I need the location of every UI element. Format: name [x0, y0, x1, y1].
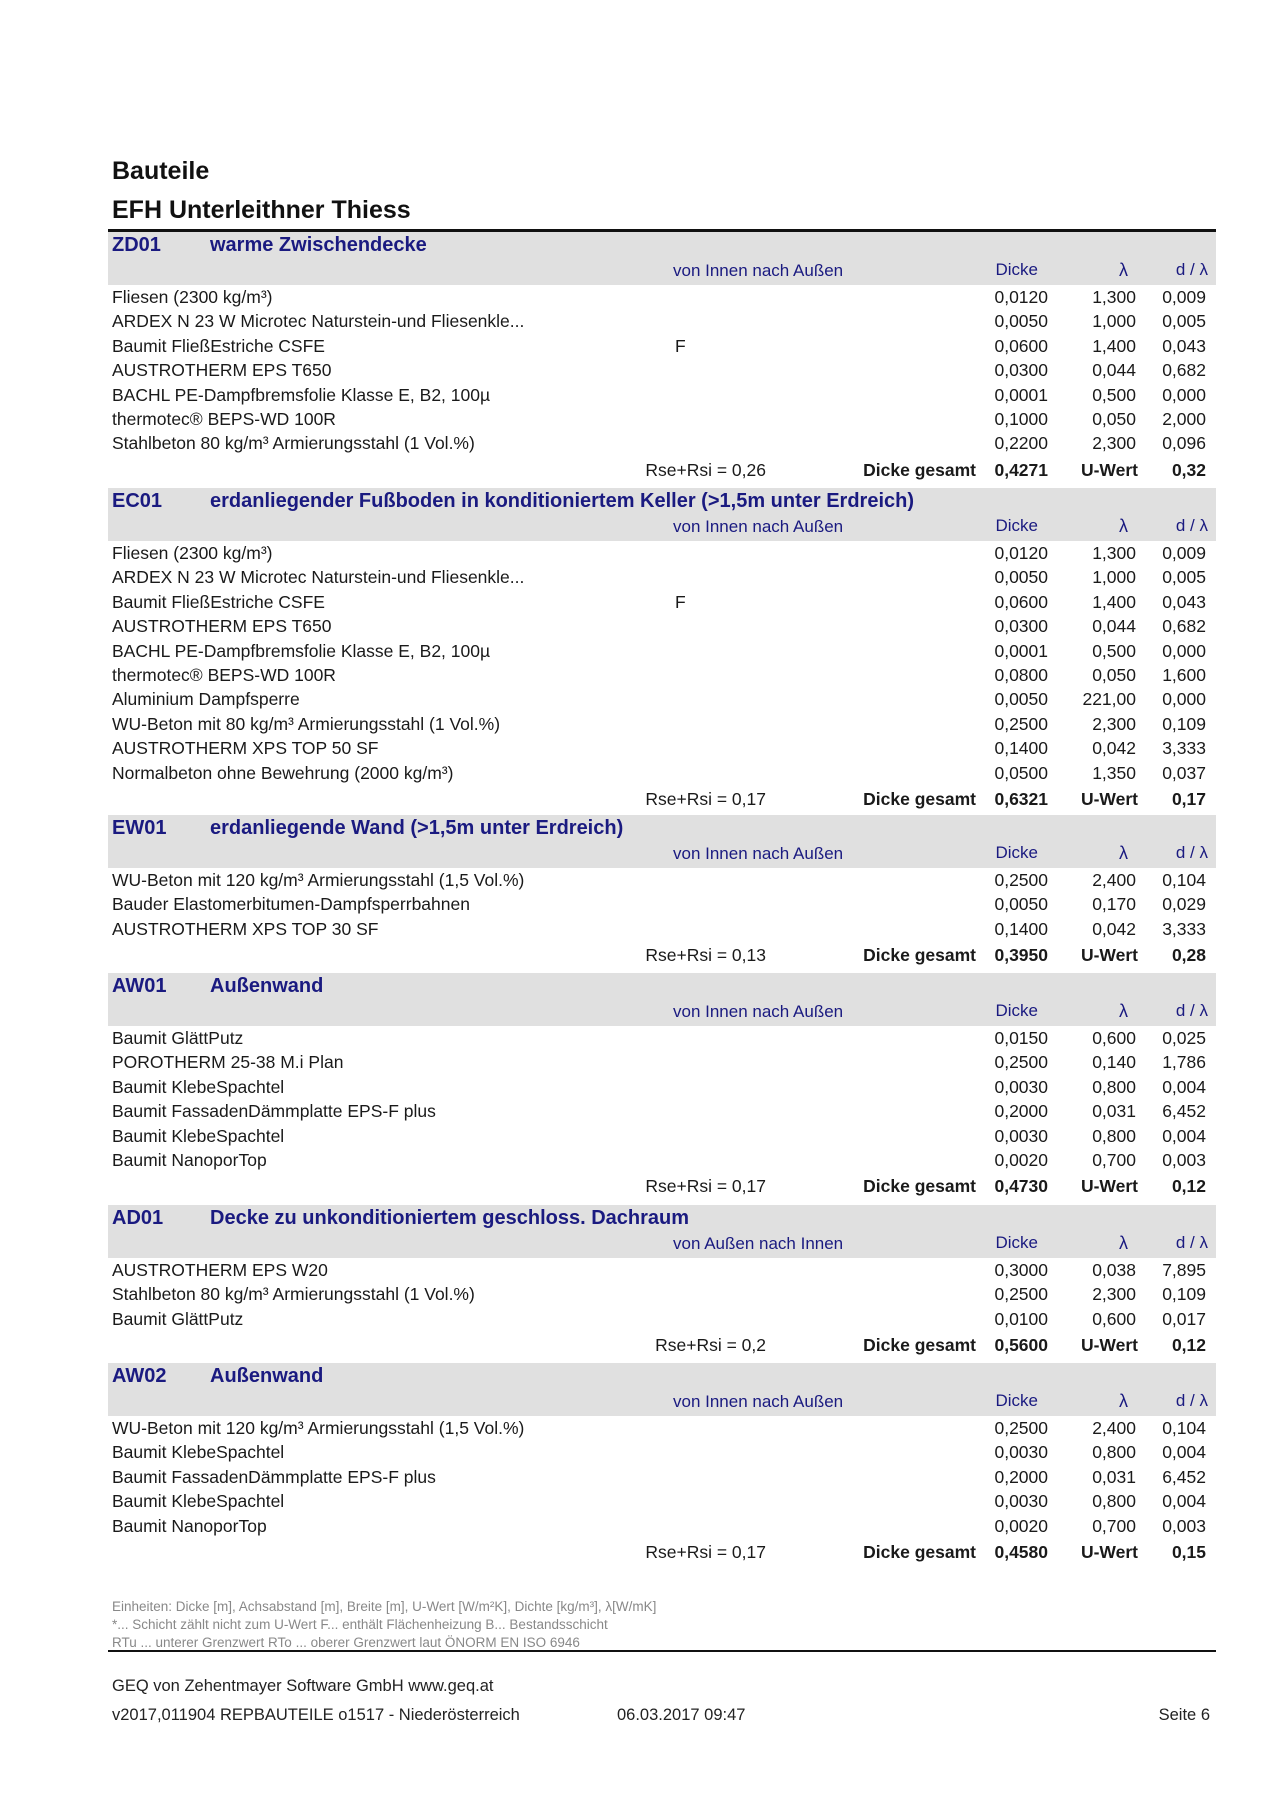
layer-name: Baumit KlebeSpachtel [112, 1125, 285, 1146]
layer-name: WU-Beton mit 80 kg/m³ Armierungsstahl (1 Vol.%) [112, 713, 501, 734]
total-thickness-value: 0,4271 [994, 459, 1048, 480]
layer-row [108, 541, 1216, 565]
layer-lambda: 0,600 [1092, 1308, 1136, 1329]
layer-row [108, 1026, 1216, 1050]
layer-d-lambda: 0,043 [1162, 335, 1206, 356]
section-code: EC01 [112, 490, 163, 512]
layer-lambda: 2,300 [1092, 713, 1136, 734]
layer-name: ARDEX N 23 W Microtec Naturstein-und Fliesenkle... [112, 567, 525, 588]
column-header-dicke: Dicke [995, 1001, 1038, 1020]
layer-row [108, 285, 1216, 309]
layer-name: POROTHERM 25-38 M.i Plan [112, 1052, 344, 1073]
column-header-lambda: λ [1119, 843, 1128, 863]
layer-d-lambda: 0,004 [1162, 1491, 1206, 1512]
layer-row [108, 639, 1216, 663]
layer-lambda: 0,050 [1092, 664, 1136, 685]
total-thickness-label: Dicke gesamt [863, 459, 976, 480]
layer-row [108, 1258, 1216, 1282]
layer-thickness: 0,0100 [994, 1308, 1048, 1329]
layer-row [108, 712, 1216, 736]
layer-thickness: 0,0001 [994, 384, 1048, 405]
layer-lambda: 1,300 [1092, 287, 1136, 307]
section-title: warme Zwischendecke [210, 234, 427, 256]
layer-thickness: 0,0030 [994, 1125, 1048, 1146]
layer-thickness: 0,0050 [994, 894, 1048, 915]
section-summary [108, 456, 1216, 484]
section-header [108, 1205, 1216, 1258]
layer-thickness: 0,2000 [994, 1101, 1048, 1122]
layer-row [108, 663, 1216, 687]
layer-d-lambda: 0,043 [1162, 591, 1206, 612]
u-value: 0,28 [1171, 945, 1206, 966]
layer-lambda: 0,500 [1092, 640, 1136, 661]
total-thickness-label: Dicke gesamt [863, 1335, 976, 1356]
u-value: 0,17 [1171, 788, 1206, 809]
rse-rsi-value: Rse+Rsi = 0,17 [645, 1541, 766, 1562]
layer-thickness: 0,0050 [994, 311, 1048, 332]
layer-thickness: 0,0030 [994, 1491, 1048, 1512]
layer-name: Baumit FließEstriche CSFE [112, 591, 325, 612]
layer-d-lambda: 0,104 [1162, 870, 1206, 890]
rse-rsi-value: Rse+Rsi = 0,13 [645, 945, 766, 966]
layer-d-lambda: 0,003 [1162, 1515, 1206, 1536]
layer-d-lambda: 1,786 [1162, 1052, 1206, 1073]
layer-row [108, 1307, 1216, 1331]
layer-row [108, 1099, 1216, 1123]
layer-thickness: 0,0120 [994, 543, 1048, 563]
section-title: erdanliegende Wand (>1,5m unter Erdreich) [210, 817, 624, 839]
u-value: 0,12 [1171, 1335, 1206, 1356]
layer-thickness: 0,0030 [994, 1076, 1048, 1097]
units-notes [112, 1598, 656, 1652]
layer-d-lambda: 0,000 [1162, 640, 1206, 661]
layer-lambda: 0,800 [1092, 1442, 1136, 1463]
total-thickness-value: 0,5600 [994, 1335, 1048, 1356]
rse-rsi-value: Rse+Rsi = 0,2 [655, 1335, 766, 1356]
rse-rsi-value: Rse+Rsi = 0,26 [645, 459, 766, 480]
layer-lambda: 2,300 [1092, 433, 1136, 454]
section-title: Außenwand [210, 1365, 324, 1387]
section-summary [108, 785, 1216, 813]
layer-lambda: 0,042 [1092, 918, 1136, 939]
project-title: EFH Unterleithner Thiess [112, 196, 411, 224]
layer-thickness: 0,0600 [994, 335, 1048, 356]
layer-name: AUSTROTHERM XPS TOP 30 SF [112, 918, 379, 939]
layer-d-lambda: 0,004 [1162, 1125, 1206, 1146]
layer-name: Baumit KlebeSpachtel [112, 1076, 285, 1097]
layer-direction: von Innen nach Außen [673, 517, 844, 536]
u-value: 0,15 [1171, 1541, 1206, 1562]
layer-row [108, 1075, 1216, 1099]
layer-d-lambda: 1,600 [1162, 664, 1206, 685]
layer-thickness: 0,2000 [994, 1466, 1048, 1487]
layer-name: Baumit KlebeSpachtel [112, 1491, 285, 1512]
layer-d-lambda: 0,682 [1162, 616, 1206, 637]
layer-lambda: 2,400 [1092, 1418, 1136, 1438]
column-header-d-lambda: d / λ [1175, 843, 1208, 862]
layer-lambda: 0,800 [1092, 1125, 1136, 1146]
layer-lambda: 0,044 [1092, 360, 1136, 381]
column-header-d-lambda: d / λ [1175, 1233, 1208, 1252]
layer-row [108, 1416, 1216, 1440]
layer-row [108, 761, 1216, 785]
layer-name: Fliesen (2300 kg/m³) [112, 287, 273, 307]
layer-thickness: 0,0050 [994, 689, 1048, 710]
layer-lambda: 0,800 [1092, 1076, 1136, 1097]
layer-name: Fliesen (2300 kg/m³) [112, 543, 273, 563]
layer-lambda: 1,400 [1092, 591, 1136, 612]
layer-thickness: 0,2200 [994, 433, 1048, 454]
layer-row [108, 917, 1216, 941]
layer-name: WU-Beton mit 120 kg/m³ Armierungsstahl (1,5 Vol.%) [112, 870, 525, 890]
layer-row [108, 590, 1216, 614]
layer-row [108, 334, 1216, 358]
layer-thickness: 0,0020 [994, 1149, 1048, 1170]
total-thickness-label: Dicke gesamt [863, 1541, 976, 1562]
layer-thickness: 0,0800 [994, 664, 1048, 685]
layer-row [108, 358, 1216, 382]
layer-thickness: 0,2500 [994, 1418, 1048, 1438]
u-value: 0,32 [1171, 459, 1206, 480]
layer-row [108, 1465, 1216, 1489]
layer-thickness: 0,0001 [994, 640, 1048, 661]
section-header [108, 973, 1216, 1026]
total-thickness-value: 0,4580 [994, 1541, 1048, 1562]
u-value-label: U-Wert [1080, 1335, 1138, 1356]
note-flags: *... Schicht zählt nicht zum U-Wert F... enthält Flächenheizung B... Bestandsschicht [112, 1617, 608, 1632]
layer-d-lambda: 0,005 [1162, 311, 1206, 332]
layer-thickness: 0,2500 [994, 870, 1048, 890]
section-header [108, 488, 1216, 541]
note-units: Einheiten: Dicke [m], Achsabstand [m], Breite [m], U-Wert [W/m²K], Dichte [kg/m³], λ[W/mK] [112, 1599, 657, 1614]
total-thickness-label: Dicke gesamt [863, 945, 976, 966]
layer-lambda: 0,031 [1092, 1101, 1136, 1122]
layer-row [108, 614, 1216, 638]
layer-d-lambda: 0,009 [1162, 543, 1206, 563]
column-header-lambda: λ [1119, 260, 1128, 280]
u-value-label: U-Wert [1080, 788, 1138, 809]
layer-name: Normalbeton ohne Bewehrung (2000 kg/m³) [112, 762, 454, 783]
layer-name: Baumit FließEstriche CSFE [112, 335, 325, 356]
layer-d-lambda: 0,004 [1162, 1076, 1206, 1097]
layer-d-lambda: 0,003 [1162, 1149, 1206, 1170]
section-header [108, 1363, 1216, 1416]
layer-name: AUSTROTHERM XPS TOP 50 SF [112, 738, 379, 759]
layer-direction: von Innen nach Außen [673, 1002, 844, 1021]
layer-thickness: 0,0150 [994, 1028, 1048, 1048]
layer-thickness: 0,0600 [994, 591, 1048, 612]
footer-datetime: 06.03.2017 09:47 [617, 1706, 746, 1724]
layer-row [108, 383, 1216, 407]
layer-row [108, 1440, 1216, 1464]
section-summary [108, 1172, 1216, 1200]
layer-lambda: 2,400 [1092, 870, 1136, 890]
layer-name: AUSTROTHERM EPS T650 [112, 616, 332, 637]
column-header-lambda: λ [1119, 516, 1128, 536]
footer-company-text: GEQ von Zehentmayer Software GmbH www.geq.at [112, 1677, 494, 1695]
layer-d-lambda: 2,000 [1162, 408, 1206, 429]
layer-name: WU-Beton mit 120 kg/m³ Armierungsstahl (1,5 Vol.%) [112, 1418, 525, 1438]
column-header-lambda: λ [1119, 1001, 1128, 1021]
total-thickness-label: Dicke gesamt [863, 1176, 976, 1197]
bauteil-section-ec01 [108, 488, 1216, 813]
total-thickness-value: 0,3950 [994, 945, 1048, 966]
section-code: AD01 [112, 1207, 164, 1229]
bottom-rule [108, 1650, 1216, 1652]
layer-lambda: 0,800 [1092, 1491, 1136, 1512]
layer-row [108, 407, 1216, 431]
layer-d-lambda: 7,895 [1162, 1260, 1206, 1280]
layer-lambda: 0,170 [1092, 894, 1136, 915]
layer-name: Baumit FassadenDämmplatte EPS-F plus [112, 1101, 436, 1122]
layer-name: Baumit GlättPutz [112, 1028, 244, 1048]
layer-lambda: 1,000 [1092, 311, 1136, 332]
layer-thickness: 0,0050 [994, 567, 1048, 588]
layer-name: Baumit GlättPutz [112, 1308, 244, 1329]
layer-d-lambda: 0,037 [1162, 762, 1206, 783]
layer-name: ARDEX N 23 W Microtec Naturstein-und Fliesenkle... [112, 311, 525, 332]
layer-direction: von Innen nach Außen [673, 1392, 844, 1411]
bauteil-section-zd01 [108, 232, 1216, 484]
column-header-d-lambda: d / λ [1175, 516, 1208, 535]
column-header-dicke: Dicke [995, 516, 1038, 535]
section-code: EW01 [112, 817, 167, 839]
layer-name: Bauder Elastomerbitumen-Dampfsperrbahnen [112, 894, 470, 915]
layer-lambda: 0,700 [1092, 1149, 1136, 1170]
u-value-label: U-Wert [1080, 1176, 1138, 1197]
layer-name: AUSTROTHERM EPS W20 [112, 1260, 328, 1280]
total-thickness-value: 0,6321 [994, 788, 1048, 809]
layer-row [108, 1148, 1216, 1172]
total-thickness-value: 0,4730 [994, 1176, 1048, 1197]
layer-thickness: 0,0020 [994, 1515, 1048, 1536]
layer-thickness: 0,0300 [994, 616, 1048, 637]
layer-row [108, 565, 1216, 589]
layer-lambda: 0,042 [1092, 738, 1136, 759]
layer-lambda: 1,000 [1092, 567, 1136, 588]
layer-d-lambda: 6,452 [1162, 1101, 1206, 1122]
note-limits: RTu ... unterer Grenzwert RTo ... oberer Grenzwert laut ÖNORM EN ISO 6946 [112, 1635, 580, 1650]
layer-d-lambda: 0,109 [1162, 1284, 1206, 1305]
layer-name: Baumit KlebeSpachtel [112, 1442, 285, 1463]
column-header-dicke: Dicke [995, 1233, 1038, 1252]
layer-direction: von Außen nach Innen [673, 1234, 844, 1253]
layer-thickness: 0,2500 [994, 1284, 1048, 1305]
layer-d-lambda: 3,333 [1162, 738, 1206, 759]
column-header-dicke: Dicke [995, 260, 1038, 279]
layer-lambda: 0,038 [1092, 1260, 1136, 1280]
layer-lambda: 221,00 [1082, 689, 1136, 710]
section-summary [108, 1331, 1216, 1359]
section-code: AW01 [112, 975, 167, 997]
bauteil-section-ad01 [108, 1205, 1216, 1359]
layer-lambda: 0,140 [1092, 1052, 1136, 1073]
layer-name: Stahlbeton 80 kg/m³ Armierungsstahl (1 Vol.%) [112, 1284, 475, 1305]
section-summary [108, 941, 1216, 969]
layer-thickness: 0,1400 [994, 918, 1048, 939]
layer-row [108, 1514, 1216, 1538]
layer-flag: F [675, 591, 686, 612]
layer-name: AUSTROTHERM EPS T650 [112, 360, 332, 381]
layer-lambda: 0,700 [1092, 1515, 1136, 1536]
column-header-lambda: λ [1119, 1391, 1128, 1411]
layer-lambda: 1,350 [1092, 762, 1136, 783]
layer-name: BACHL PE-Dampfbremsfolie Klasse E, B2, 100µ [112, 384, 491, 405]
layer-row [108, 431, 1216, 455]
layer-lambda: 1,300 [1092, 543, 1136, 563]
bauteil-section-aw01 [108, 973, 1216, 1200]
column-header-d-lambda: d / λ [1175, 1391, 1208, 1410]
layer-d-lambda: 0,109 [1162, 713, 1206, 734]
u-value-label: U-Wert [1080, 1541, 1138, 1562]
layer-d-lambda: 3,333 [1162, 918, 1206, 939]
layer-d-lambda: 6,452 [1162, 1466, 1206, 1487]
section-summary [108, 1538, 1216, 1566]
layer-lambda: 0,500 [1092, 384, 1136, 405]
layer-flag: F [675, 335, 686, 356]
layer-name: Baumit FassadenDämmplatte EPS-F plus [112, 1466, 436, 1487]
layer-row [108, 309, 1216, 333]
layer-thickness: 0,0300 [994, 360, 1048, 381]
layer-thickness: 0,0500 [994, 762, 1048, 783]
layer-thickness: 0,3000 [994, 1260, 1048, 1280]
layer-d-lambda: 0,682 [1162, 360, 1206, 381]
footer-meta [112, 1706, 1210, 1725]
layer-row [108, 1050, 1216, 1074]
layer-row [108, 892, 1216, 916]
layer-direction: von Innen nach Außen [673, 844, 844, 863]
layer-d-lambda: 0,017 [1162, 1308, 1206, 1329]
bauteil-section-aw02 [108, 1363, 1216, 1566]
layer-name: Stahlbeton 80 kg/m³ Armierungsstahl (1 Vol.%) [112, 433, 475, 454]
layer-d-lambda: 0,029 [1162, 894, 1206, 915]
layer-thickness: 0,1400 [994, 738, 1048, 759]
layer-lambda: 0,031 [1092, 1466, 1136, 1487]
layer-d-lambda: 0,005 [1162, 567, 1206, 588]
layer-thickness: 0,0030 [994, 1442, 1048, 1463]
section-title: erdanliegender Fußboden in konditioniertem Keller (>1,5m unter Erdreich) [210, 490, 915, 512]
footer-company [112, 1677, 1210, 1696]
layer-d-lambda: 0,009 [1162, 287, 1206, 307]
total-thickness-label: Dicke gesamt [863, 788, 976, 809]
section-header [108, 232, 1216, 285]
u-value-label: U-Wert [1080, 459, 1138, 480]
layer-d-lambda: 0,000 [1162, 689, 1206, 710]
rse-rsi-value: Rse+Rsi = 0,17 [645, 788, 766, 809]
layer-row [108, 736, 1216, 760]
layer-thickness: 0,1000 [994, 408, 1048, 429]
u-value: 0,12 [1171, 1176, 1206, 1197]
column-header-lambda: λ [1119, 1233, 1128, 1253]
layer-name: BACHL PE-Dampfbremsfolie Klasse E, B2, 100µ [112, 640, 491, 661]
layer-d-lambda: 0,025 [1162, 1028, 1206, 1048]
footer-page-number: Seite 6 [1158, 1706, 1210, 1724]
section-title: Decke zu unkonditioniertem geschloss. Dachraum [210, 1207, 690, 1229]
layer-lambda: 1,400 [1092, 335, 1136, 356]
footer-version: v2017,011904 REPBAUTEILE o1517 - Niederösterreich [112, 1706, 520, 1724]
layer-thickness: 0,2500 [994, 713, 1048, 734]
layer-name: Aluminium Dampfsperre [112, 689, 300, 710]
column-header-dicke: Dicke [995, 1391, 1038, 1410]
layer-thickness: 0,0120 [994, 287, 1048, 307]
layer-d-lambda: 0,104 [1162, 1418, 1206, 1438]
layer-row [108, 1282, 1216, 1306]
column-header-d-lambda: d / λ [1175, 260, 1208, 279]
bauteil-section-ew01 [108, 815, 1216, 969]
layer-row [108, 1489, 1216, 1513]
layer-row [108, 687, 1216, 711]
section-title: Außenwand [210, 975, 324, 997]
layer-d-lambda: 0,096 [1162, 433, 1206, 454]
layer-thickness: 0,2500 [994, 1052, 1048, 1073]
rse-rsi-value: Rse+Rsi = 0,17 [645, 1176, 766, 1197]
layer-row [108, 1124, 1216, 1148]
page-title: Bauteile [112, 157, 210, 185]
layer-row [108, 868, 1216, 892]
u-value-label: U-Wert [1080, 945, 1138, 966]
section-header [108, 815, 1216, 868]
layer-name: thermotec® BEPS-WD 100R [112, 408, 336, 429]
layer-lambda: 0,044 [1092, 616, 1136, 637]
layer-name: thermotec® BEPS-WD 100R [112, 664, 336, 685]
layer-name: Baumit NanoporTop [112, 1149, 267, 1170]
section-code: AW02 [112, 1365, 167, 1387]
layer-direction: von Innen nach Außen [673, 261, 844, 280]
layer-d-lambda: 0,004 [1162, 1442, 1206, 1463]
column-header-dicke: Dicke [995, 843, 1038, 862]
layer-lambda: 0,600 [1092, 1028, 1136, 1048]
layer-d-lambda: 0,000 [1162, 384, 1206, 405]
layer-lambda: 0,050 [1092, 408, 1136, 429]
layer-name: Baumit NanoporTop [112, 1515, 267, 1536]
section-code: ZD01 [112, 234, 161, 256]
column-header-d-lambda: d / λ [1175, 1001, 1208, 1020]
layer-lambda: 2,300 [1092, 1284, 1136, 1305]
